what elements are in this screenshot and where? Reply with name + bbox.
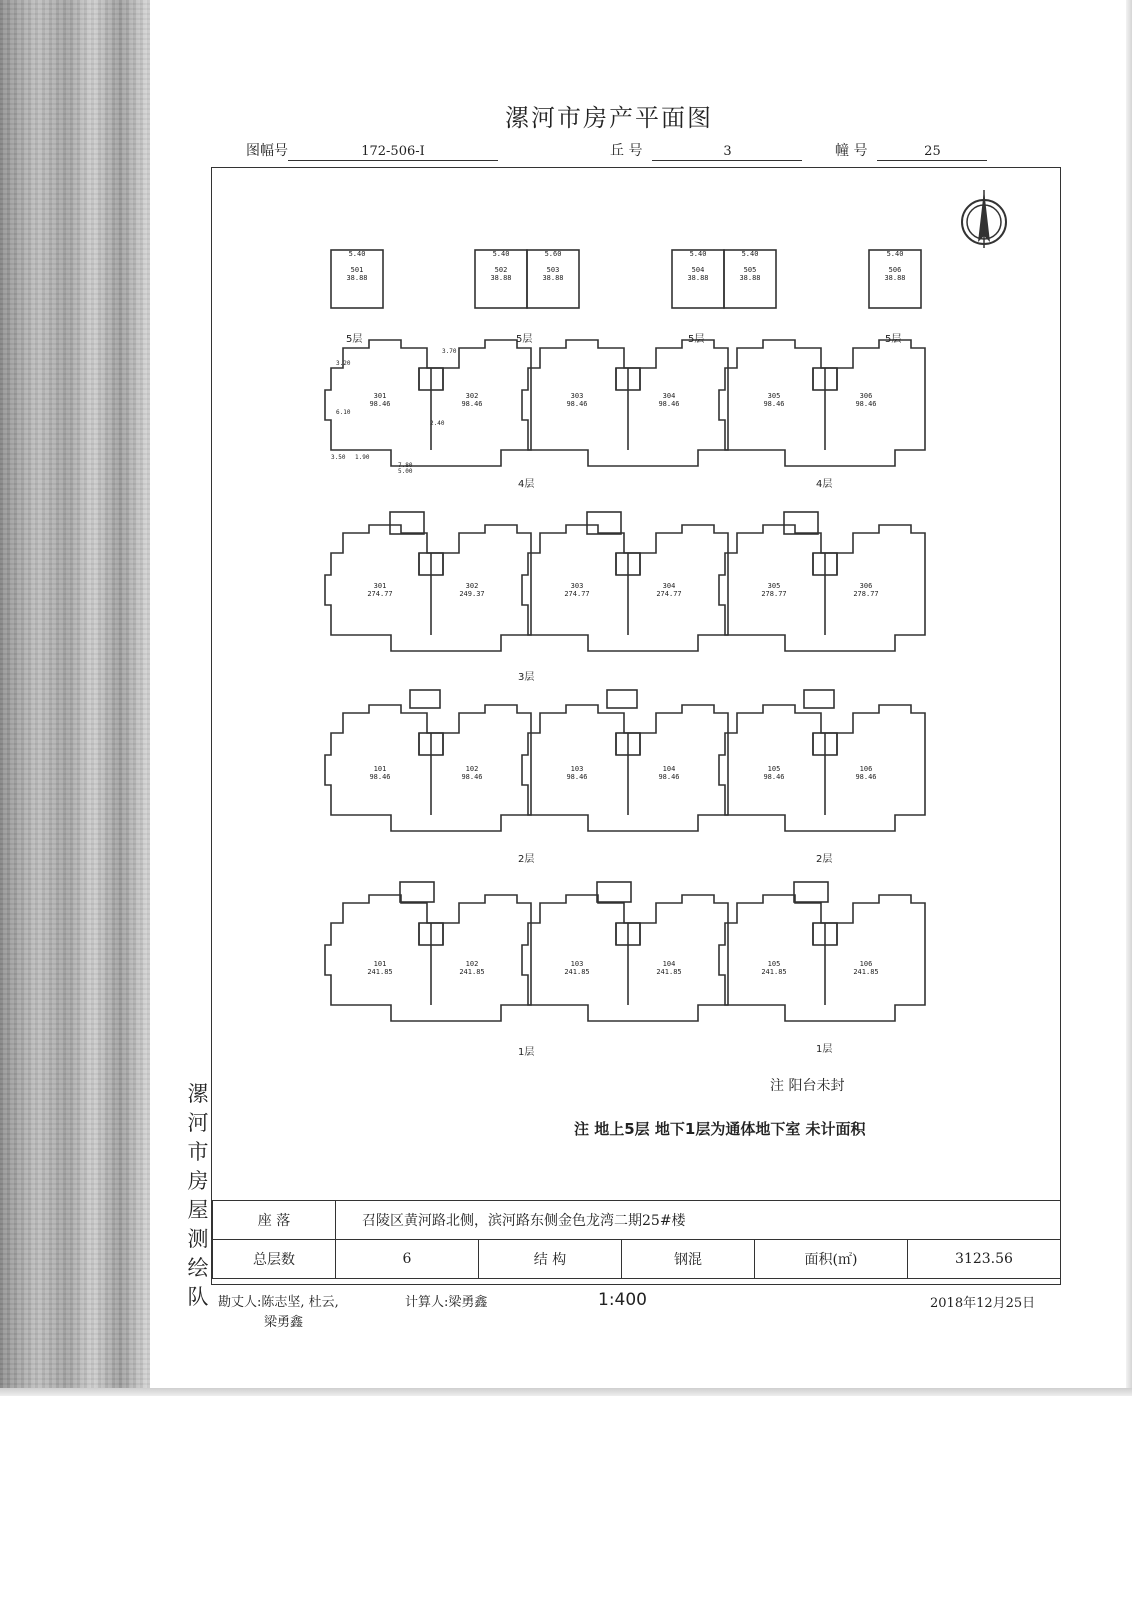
floor-label-4f-2: 4层 [816,479,833,490]
floor-label-2f-2: 2层 [816,854,833,865]
floor-row-5f [325,340,925,466]
surveyor-signature: 勘丈人:陈志坚, 杜云, 梁勇鑫 [218,1295,339,1330]
unit-row3-6: 106 98.46 [855,765,877,781]
top-unit-505: 5.40 505 38.88 [739,250,761,282]
structure-label: 结 构 [479,1240,622,1279]
floor-label-3f: 3层 [518,672,535,683]
document-sheet [150,0,1126,1388]
top-unit-503: 5.60 503 38.88 [542,250,564,282]
floors-label: 总层数 [213,1240,336,1279]
unit-row2-6: 106 241.85 [853,960,879,976]
scale-label: 1:400 [598,1290,647,1310]
unit-row2-3: 103 241.85 [564,960,590,976]
top-unit-502: 5.40 502 38.88 [490,250,512,282]
floor-row-3f [325,705,925,831]
floor-row-2f [325,895,925,1021]
floor-label-4f-1: 4层 [518,479,535,490]
floor-plan-drawing [150,0,1126,1388]
floor-label-5f-3: 5层 [688,334,705,345]
location-value: 召陵区黄河路北侧，滨河路东侧金色龙湾二期25#楼 [336,1201,1061,1240]
unit-row5-6: 306 98.46 [855,392,877,408]
scan-right-edge [1126,0,1132,1395]
surveying-team-label: 漯河市房屋测绘队 [187,1082,209,1309]
unit-row4-6: 306 278.77 [853,582,879,598]
unit-row2-5: 105 241.85 [761,960,787,976]
floors-value: 6 [336,1240,479,1279]
unit-row4-2: 302 249.37 [459,582,485,598]
unit-row3-3: 103 98.46 [566,765,588,781]
unit-row5-4: 304 98.46 [658,392,680,408]
top-unit-506: 5.40 506 38.88 [884,250,906,282]
hill-number-value: 3 [652,144,802,161]
building-number: 幢 号 25 [835,140,987,161]
calculator-signature: 计算人:梁勇鑫 [405,1295,488,1310]
unit-row4-4: 304 274.77 [656,582,682,598]
floor-label-1f-1: 1层 [518,1047,535,1058]
balcony-note: 注 阳台未封 [770,1078,845,1094]
floor-label-5f-4: 5层 [885,334,902,345]
unit-row4-3: 303 274.77 [564,582,590,598]
unit-row5-3: 303 98.46 [566,392,588,408]
unit-row4-1: 301 274.77 [367,582,393,598]
scan-binding-strip [0,0,150,1395]
area-label: 面积(㎡) [755,1240,908,1279]
floor-row-4f [325,525,925,651]
sheet-number-value: 172-506-I [288,144,498,161]
unit-row5-2: 302 98.46 [461,392,483,408]
unit-row5-1: 301 98.46 [369,392,391,408]
unit-row5-5: 305 98.46 [763,392,785,408]
unit-row4-5: 305 278.77 [761,582,787,598]
basement-note: 注 地上5层 地下1层为通体地下室 未计面积 [574,1120,866,1138]
north-arrow-icon [962,190,1006,248]
top-unit-504: 5.40 504 38.88 [687,250,709,282]
hill-number: 丘 号 3 [610,140,802,161]
top-unit-501: 5.40 501 38.88 [346,250,368,282]
page-title: 漯河市房产平面图 [505,104,713,132]
dim-label: 7.80 [398,462,413,469]
area-value: 3123.56 [908,1240,1061,1279]
unit-row2-1: 101 241.85 [367,960,393,976]
unit-row2-4: 104 241.85 [656,960,682,976]
unit-row2-2: 102 241.85 [459,960,485,976]
floor-label-2f-1: 2层 [518,854,535,865]
dim-label: 1.90 [355,454,370,461]
unit-row3-1: 101 98.46 [369,765,391,781]
unit-row3-5: 105 98.46 [763,765,785,781]
scan-bottom-edge [0,1388,1132,1396]
floor-label-5f-1: 5层 [346,334,363,345]
dim-label: 3.20 [336,360,351,367]
survey-date: 2018年12月25日 [930,1296,1036,1311]
unit-row3-2: 102 98.46 [461,765,483,781]
building-number-value: 25 [877,144,987,161]
location-label: 座 落 [213,1201,336,1240]
dim-label: 3.70 [442,348,457,355]
dim-label: 5.00 [398,468,413,475]
sheet-number: 图幅号 172-506-I [246,140,498,161]
structure-value: 钢混 [622,1240,755,1279]
floor-label-1f-2: 1层 [816,1044,833,1055]
unit-row3-4: 104 98.46 [658,765,680,781]
dim-label: 3.50 [331,454,346,461]
dim-label: 6.10 [336,409,351,416]
info-table [212,1200,1061,1279]
floor-label-5f-2: 5层 [516,334,533,345]
dim-label: 2.40 [430,420,445,427]
